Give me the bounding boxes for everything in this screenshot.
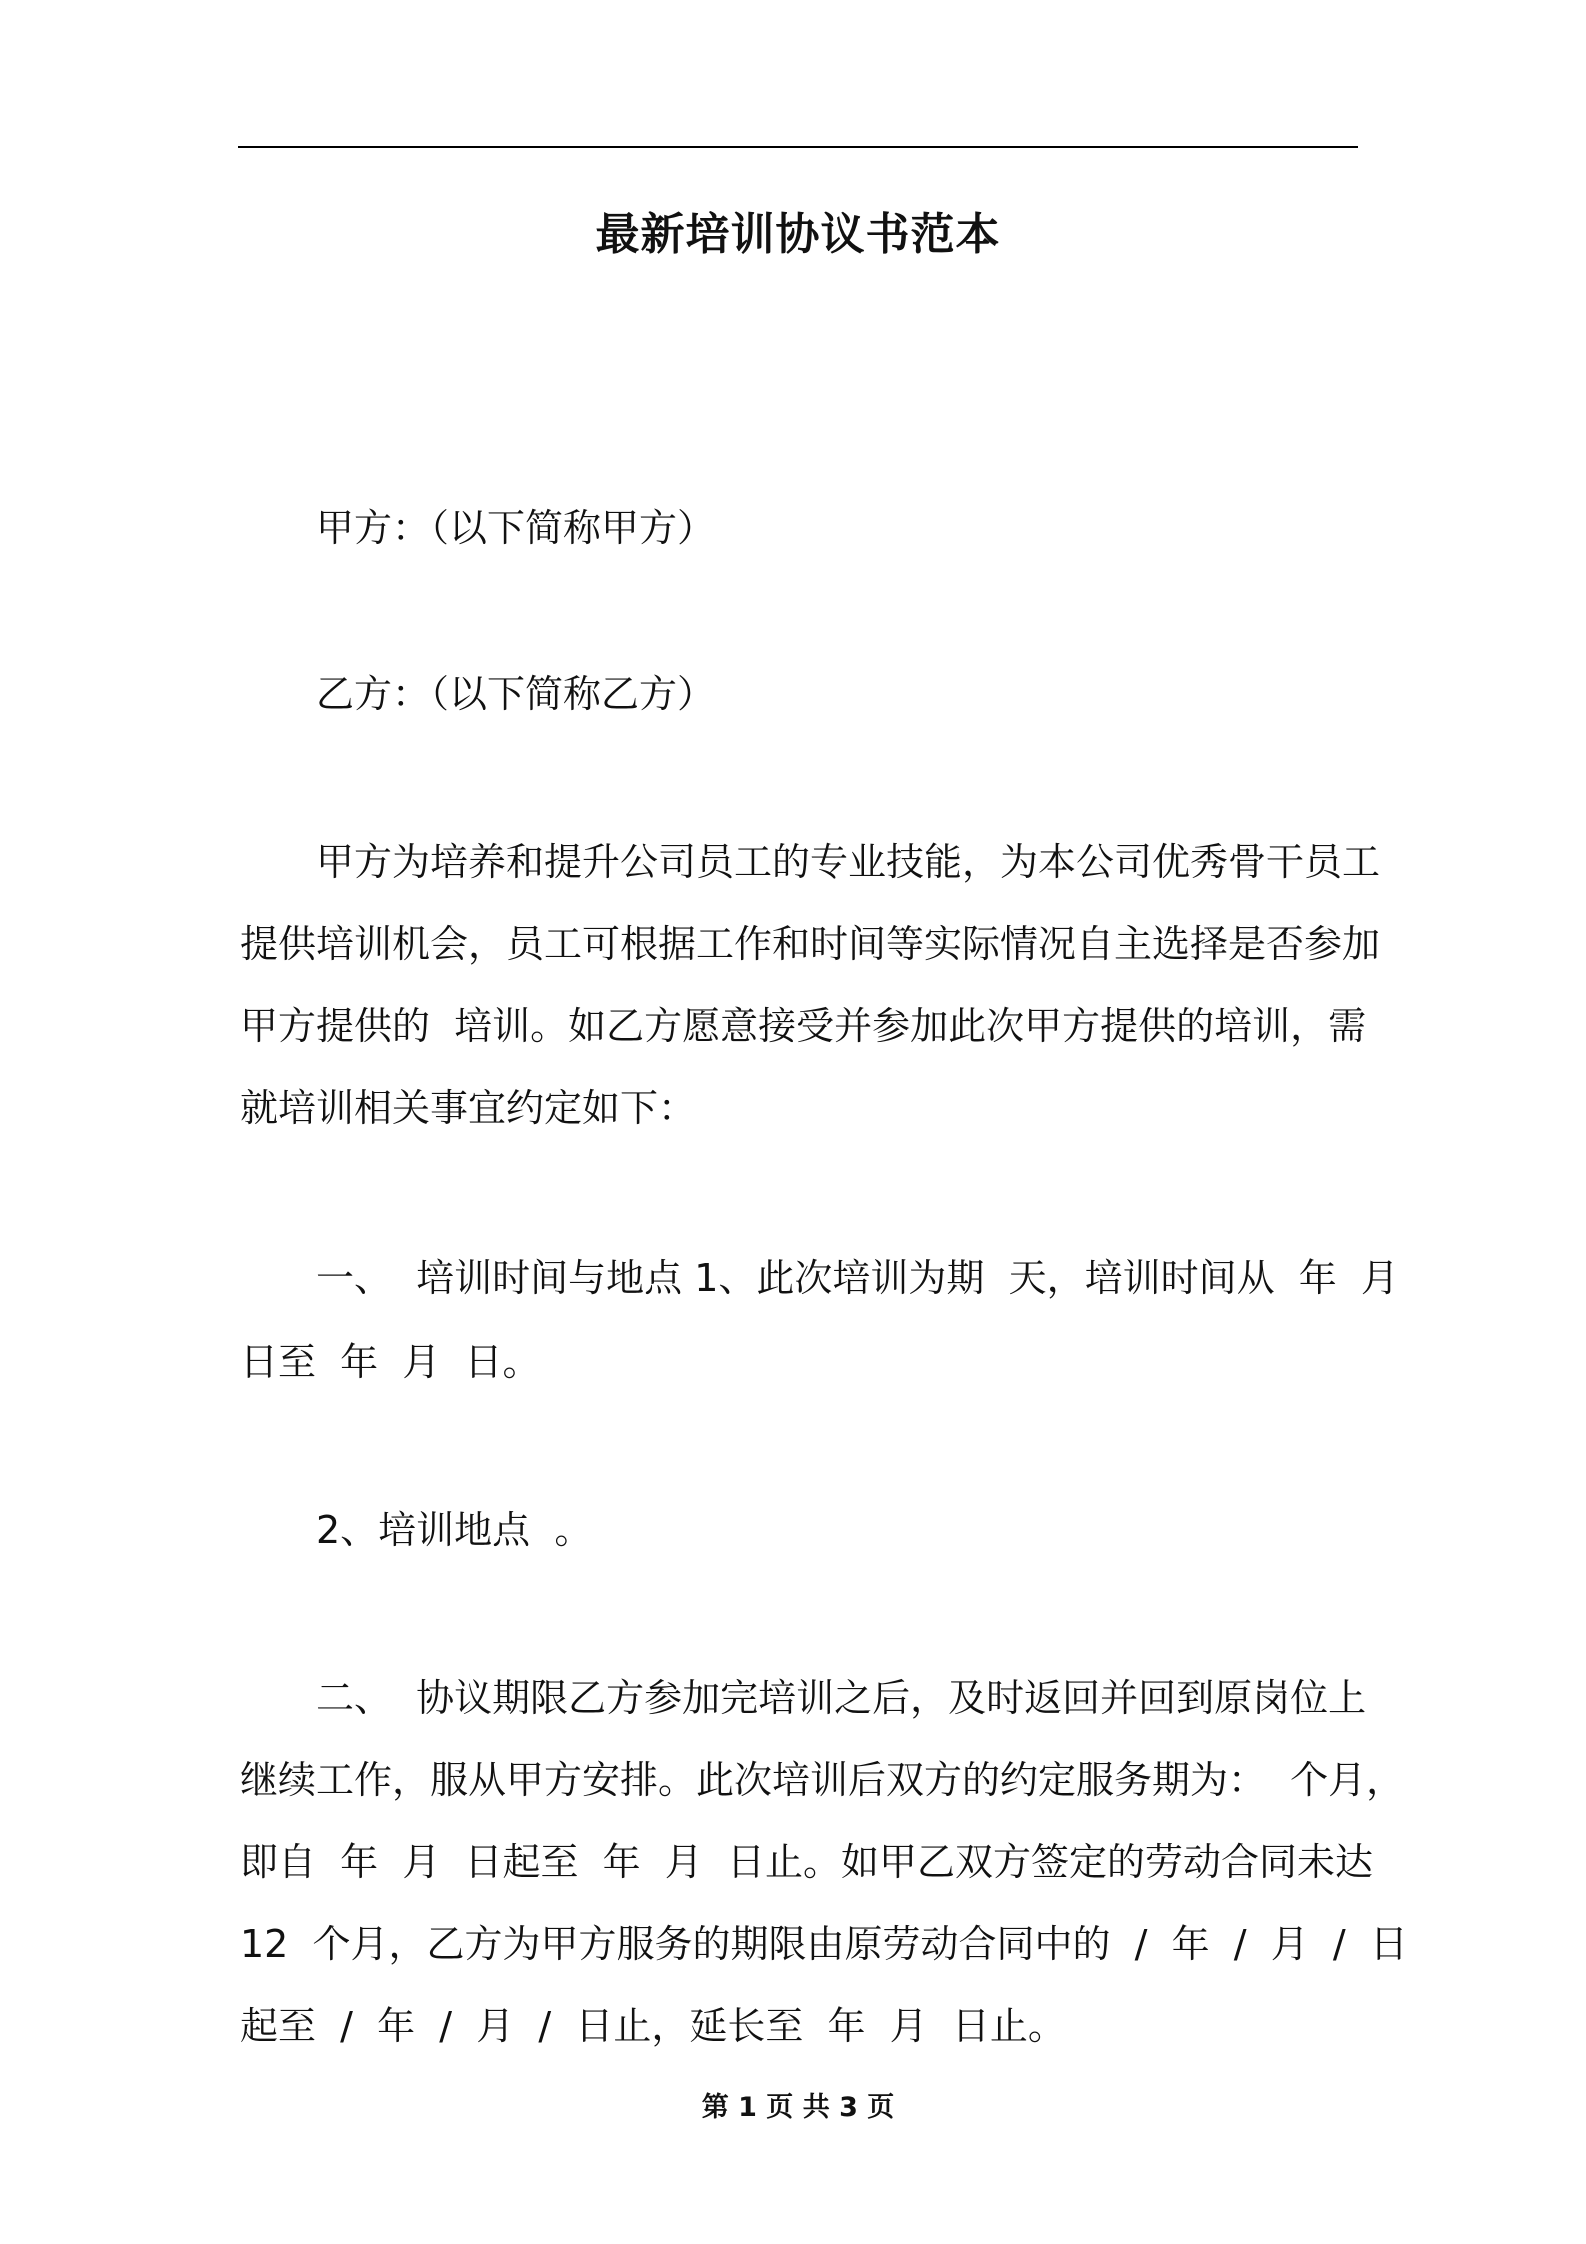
section2-line-2: 继续工作，服从甲方安排。此次培训后双方的约定服务期为： 个月，: [240, 1758, 1405, 1802]
section1-item2: 2、培训地点 。: [316, 1508, 593, 1552]
document-title: 最新培训协议书范本: [595, 209, 1001, 260]
section1-line-1: 一、 培训时间与地点 1、此次培训为期 天，培训时间从 年 月: [316, 1256, 1399, 1300]
party-b-line: 乙方：（以下简称乙方）: [316, 672, 716, 716]
party-a-line: 甲方：（以下简称甲方）: [316, 506, 716, 550]
section2-line-5: 起至 / 年 / 月 / 日止，延长至 年 月 日止。: [240, 2004, 1066, 2048]
page-number-footer: 第 1 页 共 3 页: [701, 2092, 895, 2123]
section1-line-2: 日至 年 月 日。: [240, 1340, 541, 1384]
section2-line-3: 即自 年 月 日起至 年 月 日止。如甲乙双方签定的劳动合同未达: [240, 1840, 1373, 1884]
intro-line-1: 甲方为培养和提升公司员工的专业技能，为本公司优秀骨干员工: [316, 840, 1381, 884]
header-rule: [238, 146, 1358, 148]
intro-line-3: 甲方提供的 培训。如乙方愿意接受并参加此次甲方提供的培训，需: [240, 1004, 1367, 1048]
section2-line-1: 二、 协议期限乙方参加完培训之后，及时返回并回到原岗位上: [316, 1676, 1367, 1720]
intro-line-2: 提供培训机会，员工可根据工作和时间等实际情况自主选择是否参加: [240, 922, 1381, 966]
intro-line-4: 就培训相关事宜约定如下：: [240, 1086, 697, 1130]
section2-line-4: 12 个月，乙方为甲方服务的期限由原劳动合同中的 / 年 / 月 / 日: [240, 1922, 1408, 1966]
